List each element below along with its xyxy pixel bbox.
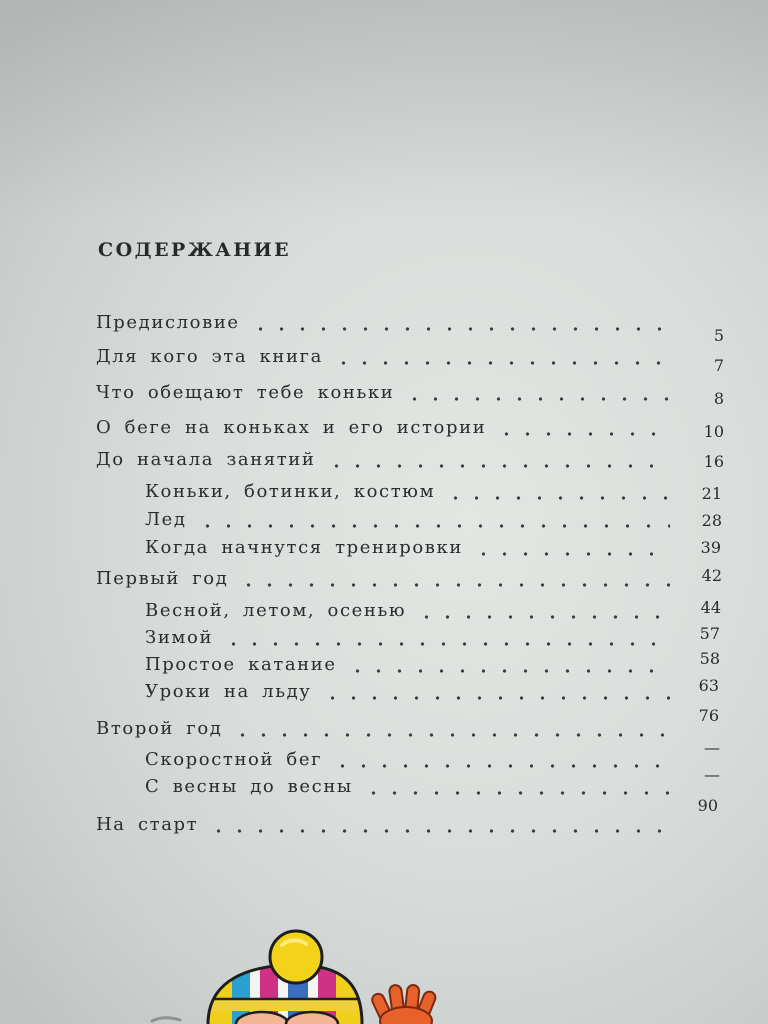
toc-entry [96,309,724,345]
toc-entry-title: Для кого эта книга [96,346,323,367]
dot-leader [219,624,670,652]
toc-subentry [145,651,724,679]
toc-entry-page: 44 [700,598,721,617]
toc-entry [96,446,724,474]
toc-entry-title: Простое катание [145,654,337,675]
toc-entry-title: Первый год [96,568,229,589]
dot-leader [193,506,670,534]
toc-subentry [145,678,724,706]
toc-entry-title: До начала занятий [96,449,316,470]
dot-leader [246,309,670,337]
toc-entry-title: С весны до весны [145,776,353,797]
toc-entry-page: 8 [713,389,724,408]
toc-entry [96,343,724,375]
toc-entry-page: 5 [713,326,724,345]
dot-leader [359,773,670,801]
toc-entry-page: 10 [703,422,724,441]
dot-leader [228,715,670,743]
dot-leader [343,651,670,679]
toc-entry-page: 28 [701,511,722,530]
toc-entry-page: 42 [701,566,722,585]
toc-entry-title: Предисловие [96,312,240,333]
dot-leader [400,379,670,407]
toc-entry [96,706,724,743]
dot-leader [234,565,670,593]
toc-entry [96,796,724,839]
toc-entry-title: О беге на коньках и его истории [96,417,487,438]
toc-entry-title: Второй год [96,718,223,739]
toc-subentry [145,738,724,774]
toc-entry-page: 90 [697,796,718,815]
toc-entry-title: Лед [145,509,187,530]
toc-entry-title: Когда начнутся тренировки [145,537,463,558]
toc-entry-title: Весной, летом, осенью [145,600,407,621]
toc-subentry [145,765,724,801]
dot-leader [441,478,670,506]
toc-entry [96,414,724,442]
toc-subentry [145,506,724,534]
toc-entry-page: 39 [700,538,721,557]
toc-entry-page: 7 [713,356,724,375]
toc-entry-page: 21 [701,484,722,503]
toc-subentry [145,624,724,652]
dot-leader [469,534,670,562]
toc-entry-page: 76 [698,706,719,725]
toc-entry-title: Зимой [145,627,214,648]
dot-leader [412,597,670,625]
toc-entry-title: Уроки на льду [145,681,312,702]
toc-entry-title: На старт [96,814,199,835]
dot-leader [322,446,671,474]
toc-entry-title: Что обещают тебе коньки [96,382,395,403]
toc-entry-page: 57 [699,624,720,643]
page-title: СОДЕРЖАНИЕ [98,239,292,261]
toc-entry-page: — [704,738,720,757]
toc-subentry [145,597,724,625]
toc-subentry [145,534,724,562]
toc-subentry [145,478,724,506]
toc-entry-page: 58 [699,649,720,668]
dot-leader [318,678,671,706]
toc-entry-page: — [704,765,720,784]
dot-leader [328,746,670,774]
toc-entry-title: Коньки, ботинки, костюм [145,481,436,502]
dot-leader [329,343,670,371]
toc-entry-title: Скоростной бег [145,749,323,770]
dot-leader [204,811,670,839]
toc-entry-page: 16 [703,452,724,471]
toc-entry [96,379,724,407]
dot-leader [492,414,670,442]
toc-entry-page: 63 [698,676,719,695]
toc-entry [96,565,724,593]
child-in-striped-hat-illustration [150,925,470,1024]
